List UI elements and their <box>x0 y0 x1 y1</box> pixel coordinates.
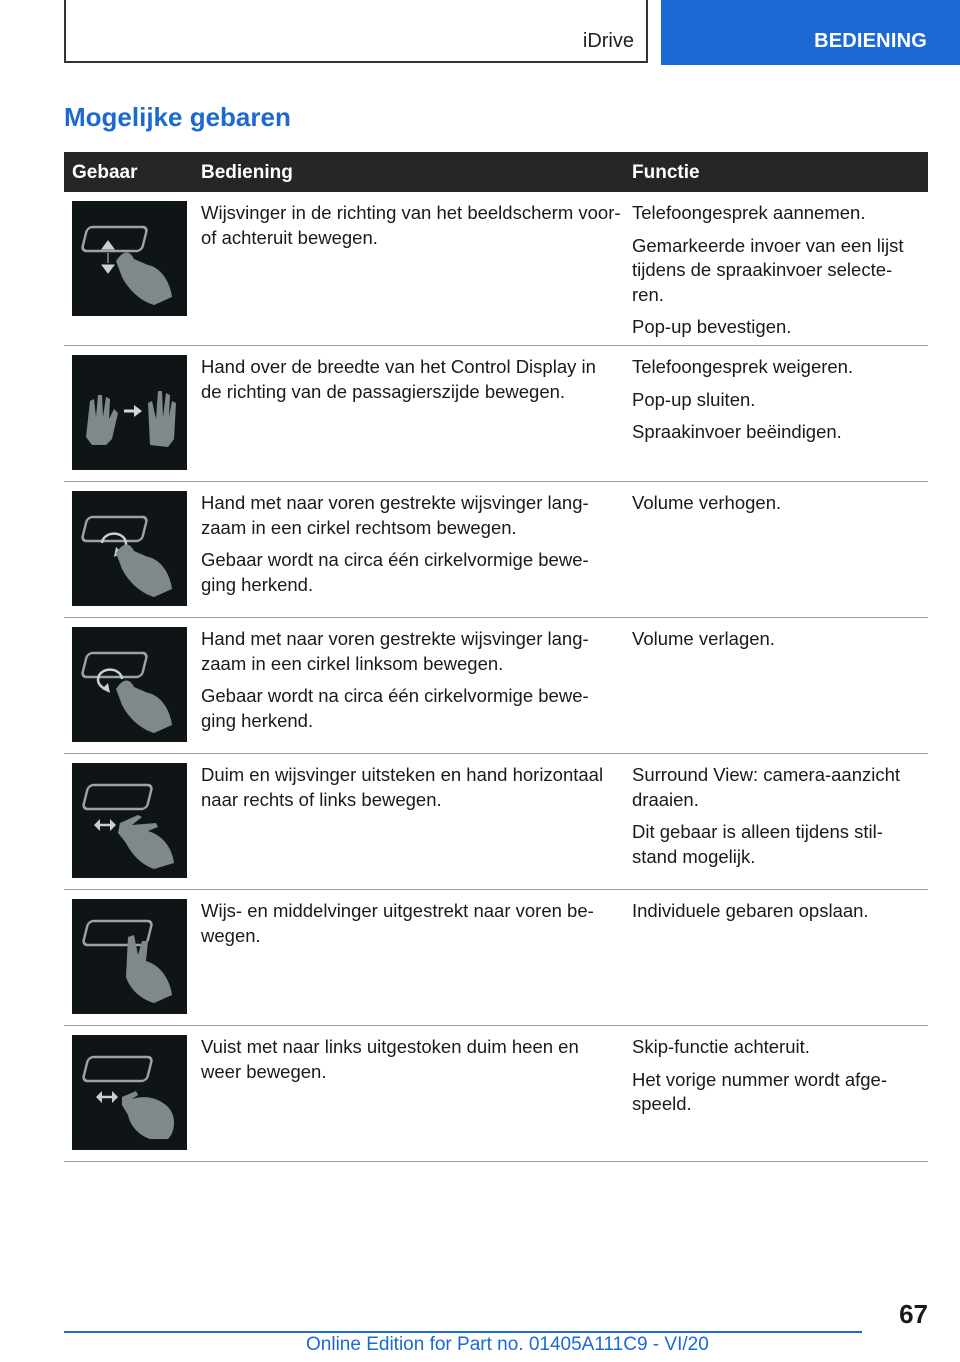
functie-text: Gemarkeerde invoer van een lijst tijdens de spraakinvoer selecte-ren. <box>632 234 904 305</box>
footer-divider <box>64 1331 862 1333</box>
footer-edition-text: Online Edition for Part no. 01405A111C9 - VI/20 <box>306 1334 709 1355</box>
functie-text: Volume verhogen. <box>632 492 782 513</box>
table-row <box>64 192 928 346</box>
functie-cell <box>632 201 922 348</box>
functie-text: Telefoongesprek weigeren. <box>632 356 854 377</box>
bediening-cell <box>201 1035 621 1092</box>
functie-text: Het vorige nummer wordt afge-speeld. <box>632 1068 887 1114</box>
functie-text: Surround View: camera-aanzicht draaien. <box>632 764 901 810</box>
bediening-cell <box>201 355 621 412</box>
circle-counterclockwise-icon <box>72 627 187 742</box>
functie-cell <box>632 1035 922 1125</box>
gestures-table <box>64 152 928 1162</box>
functie-text: Telefoongesprek aannemen. <box>632 202 866 223</box>
functie-text: Pop-up bevestigen. <box>632 316 792 337</box>
header-section-box <box>64 0 648 63</box>
bediening-text: Hand met naar voren gestrekte wijsvinger lang-zaam in een cirkel linksom bewegen. <box>201 628 589 674</box>
functie-text: Spraakinvoer beëindigen. <box>632 421 842 442</box>
bediening-cell <box>201 899 621 956</box>
column-header-functie: Functie <box>632 162 700 183</box>
bediening-text: Wijsvinger in de richting van het beeldscherm voor- of achteruit bewegen. <box>201 202 621 248</box>
functie-text: Volume verlagen. <box>632 628 775 649</box>
bediening-cell <box>201 491 621 605</box>
bediening-cell <box>201 201 621 258</box>
thumb-index-swipe-icon <box>72 763 187 878</box>
column-header-bediening: Bediening <box>201 162 293 183</box>
header-chapter-label: BEDIENING <box>814 30 927 52</box>
functie-text: Individuele gebaren opslaan. <box>632 900 869 921</box>
bediening-cell <box>201 763 621 820</box>
functie-text: Dit gebaar is alleen tijdens stil-stand mogelijk. <box>632 821 883 867</box>
page-number: 67 <box>899 1299 928 1329</box>
bediening-text: Duim en wijsvinger uitsteken en hand horizontaal naar rechts of links bewegen. <box>201 764 604 810</box>
functie-cell <box>632 355 922 453</box>
table-row <box>64 754 928 890</box>
functie-text: Skip-functie achteruit. <box>632 1036 810 1057</box>
bediening-text: Hand over de breedte van het Control Display in de richting van de passagierszijde bewegen. <box>201 356 596 402</box>
two-finger-forward-icon <box>72 899 187 1014</box>
functie-cell <box>632 491 922 524</box>
point-forward-backward-icon <box>72 201 187 316</box>
table-header <box>64 152 928 192</box>
functie-cell <box>632 627 922 660</box>
functie-text: Pop-up sluiten. <box>632 388 756 410</box>
circle-clockwise-icon <box>72 491 187 606</box>
bediening-text: Hand met naar voren gestrekte wijsvinger lang-zaam in een cirkel rechtsom bewegen. <box>201 492 589 538</box>
bediening-cell <box>201 627 621 741</box>
bediening-text: Gebaar wordt na circa één cirkelvormige bewe-ging herkend. <box>201 549 589 595</box>
table-row <box>64 890 928 1026</box>
fist-thumb-swipe-icon <box>72 1035 187 1150</box>
functie-cell <box>632 899 922 932</box>
page-title: Mogelijke gebaren <box>64 102 291 132</box>
bediening-text: Vuist met naar links uitgestoken duim heen en weer bewegen. <box>201 1036 579 1082</box>
header-section-label: iDrive <box>582 30 634 52</box>
table-row <box>64 1026 928 1162</box>
column-header-gebaar: Gebaar <box>72 162 138 183</box>
bediening-text: Wijs- en middelvinger uitgestrekt naar voren be-wegen. <box>201 900 594 946</box>
bediening-text: Gebaar wordt na circa één cirkelvormige bewe-ging herkend. <box>201 685 589 731</box>
functie-cell <box>632 763 922 877</box>
table-row <box>64 618 928 754</box>
header-chapter-tab <box>661 0 960 65</box>
hand-swipe-icon <box>72 355 187 470</box>
table-row <box>64 482 928 618</box>
table-row <box>64 346 928 482</box>
